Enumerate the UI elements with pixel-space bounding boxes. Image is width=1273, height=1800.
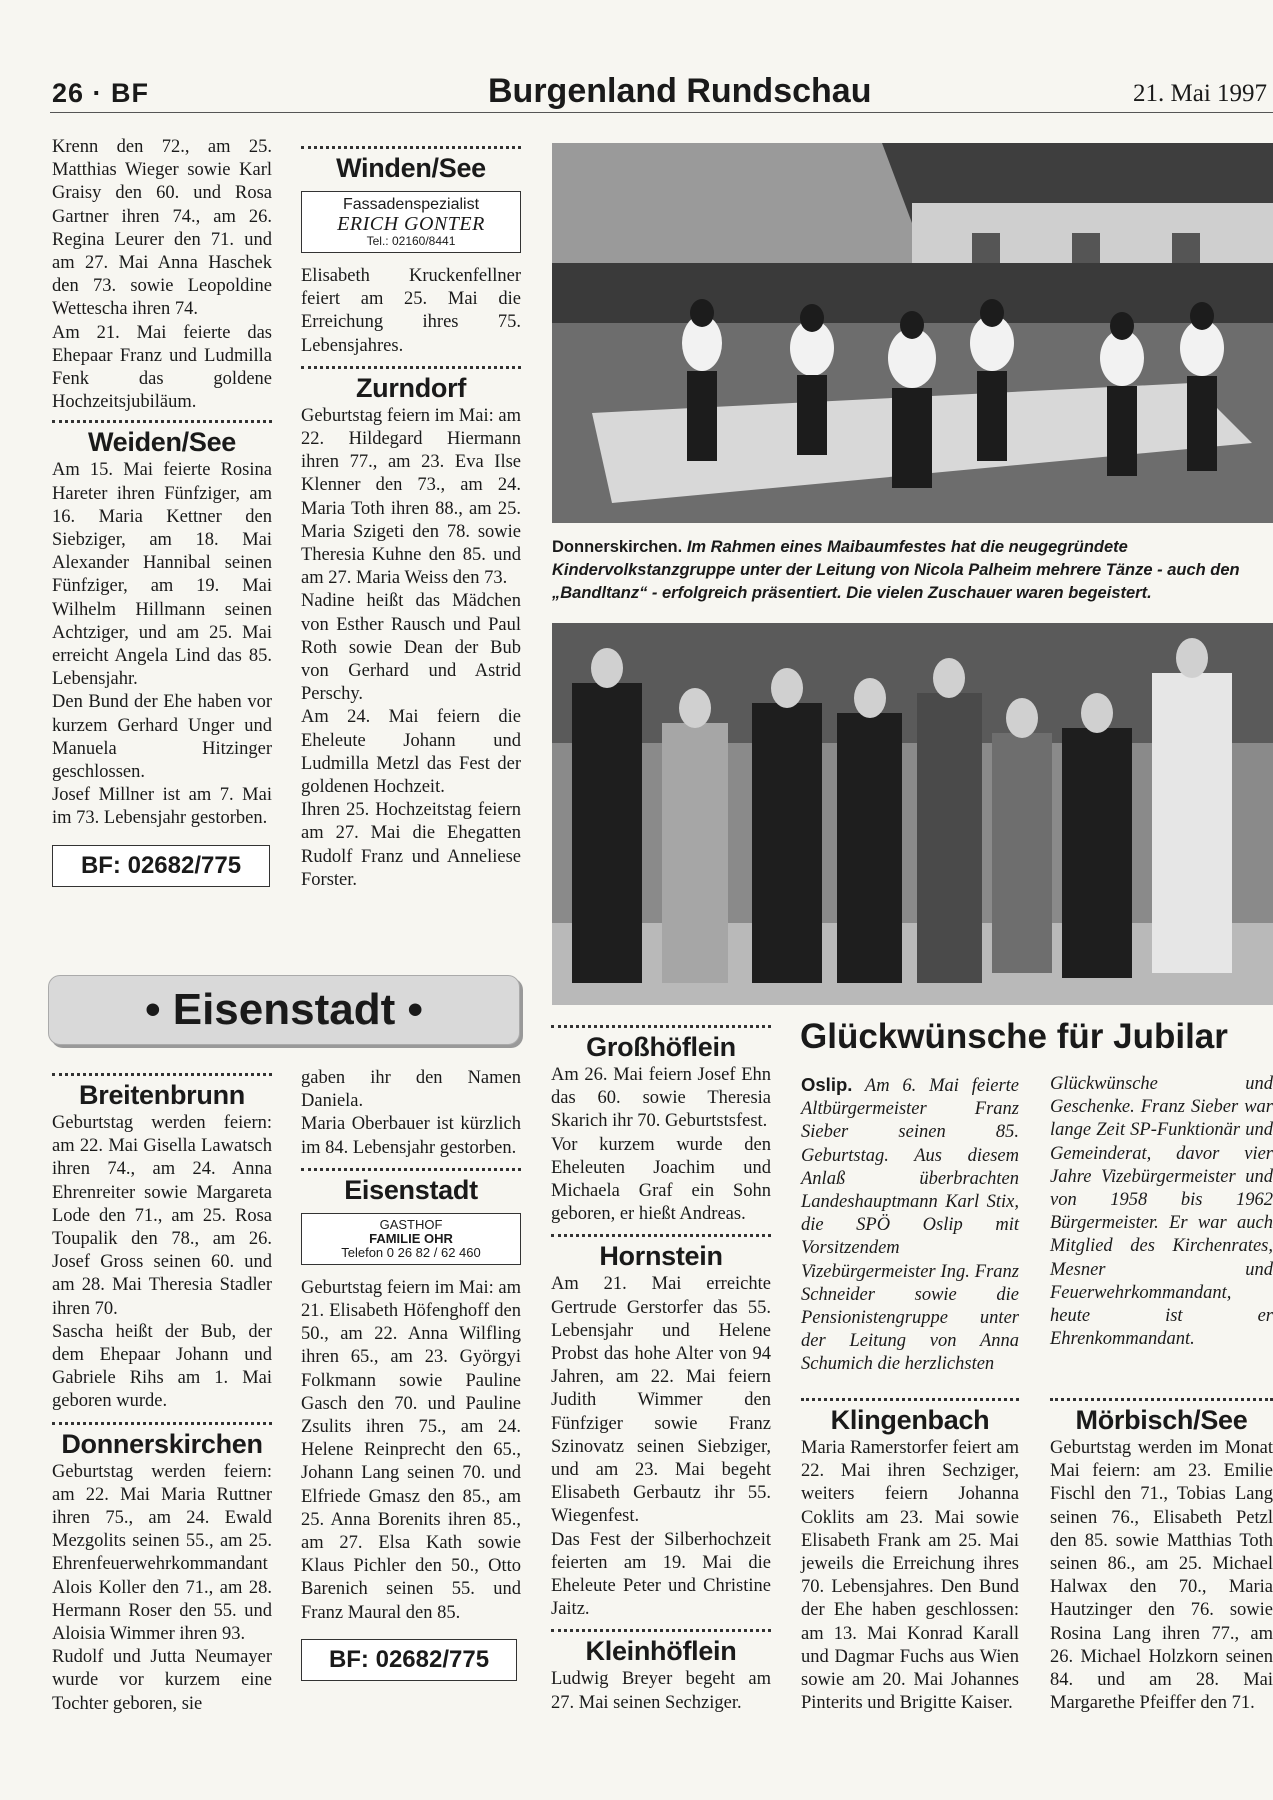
article-text: Maria Ramerstorfer feiert am 22. Mai ihren Sechziger, weiters feiern Johanna Coklits am 23. Mai sowie Elisabeth Frank am 25. Mai jeweils die Erreichung ihres 70. Lebensjahres. Den Bund der Ehe haben geschlossen: am 13. Mai Konrad Karall und Dagmar Fuchs aus Wien sowie am 20. Mai Johannes Pinterits und Brigitte Kaiser. <box>801 1438 1019 1714</box>
section-divider <box>52 1073 272 1076</box>
article-text: Am 24. Mai feiern die Eheleute Johann und Ludmilla Metzl das Fest der goldenen Hochzeit. <box>301 707 521 798</box>
article-text: Elisabeth Kruckenfellner feiert am 25. Mai die Erreichung ihres 75. Lebensjahres. <box>301 266 521 356</box>
column-1-top <box>52 136 272 887</box>
caption-text: Im Rahmen eines Maibaumfestes hat die neugegründete Kindervolkstanzgruppe unter der Leitung von Nicola Palheim mehrere Tänze - auch den „Bandltanz“ - erfolgreich präsentiert. Die vielen Zuschauer waren begeistert. <box>552 538 1240 602</box>
section-divider <box>551 1025 771 1028</box>
article-text: Am 21. Mai feierte das Ehepaar Franz und Ludmilla Fenk das goldene Hochzeitsjubiläum. <box>52 322 272 413</box>
column-klingenbach <box>801 1398 1019 1715</box>
newspaper-title: Burgenland Rundschau <box>488 72 872 110</box>
column-2-bottom <box>301 1067 521 1681</box>
advertisement-gasthof-ohr <box>301 1213 521 1265</box>
section-divider <box>52 1422 272 1425</box>
photo-jubilar-group-image <box>552 623 1273 1005</box>
column-3-bottom <box>551 1025 771 1715</box>
article-text: gaben ihr den Namen Daniela. <box>301 1068 521 1112</box>
article-text: Am 21. Mai erreichte Gertrude Gerstorfer das 55. Lebensjahr und Helene Probst das hohe Alter von 94 Jahren, am 22. Mai feiern Judith Wimmer den Fünfziger sowie Franz Szinovatz seinen Siebziger, und am 23. Mai begeht Elisabeth Gerbautz ihr 55. Wiegenfest. <box>551 1274 771 1527</box>
section-divider <box>1050 1398 1273 1401</box>
photo-folk-dance <box>552 143 1273 523</box>
ad-line: Tel.: 02160/8441 <box>366 234 456 248</box>
photo-caption-dance <box>552 536 1273 605</box>
article-text: Ludwig Breyer begeht am 27. Mai seinen Sechziger. <box>551 1669 771 1713</box>
section-title-zurndorf: Zurndorf <box>355 372 467 403</box>
jubilar-column-2 <box>1050 1073 1273 1351</box>
section-title-klingenbach: Klingenbach <box>830 1405 990 1435</box>
section-divider <box>301 1168 521 1171</box>
section-title-winden: Winden/See <box>336 153 486 183</box>
article-text: Maria Oberbauer ist kürzlich im 84. Lebensjahr gestorben. <box>301 1114 521 1158</box>
section-title-moerbisch: Mörbisch/See <box>1075 1405 1248 1435</box>
article-text: Glückwünsche und Geschenke. Franz Sieber war lange Zeit SP-Funktionär und Gemeinderat, davor vier Jahre Vizebürgermeister und von 1958 bis 1962 Bürgermeister. Er war auch Mitglied des Kirchenrates, Mesner und Feuerwehrkommandant, heute ist er Ehrenkommandant. <box>1050 1074 1273 1350</box>
section-divider <box>301 366 521 369</box>
section-title-breitenbrunn: Breitenbrunn <box>79 1080 245 1110</box>
article-text: Geburtstag feiern im Mai: am 22. Hildegard Hiermann ihren 77., am 23. Eva Ilse Klenner den 73., am 24. Maria Toth ihren 88., am 25. Maria Szigeti den 78. sowie Theresia Kuhne den 85. und am 27. Maria Weiss den 73. <box>301 405 521 589</box>
article-text: Vor kurzem wurde den Eheleuten Joachim und Michaela Graf ein Sohn geboren, er hießt Andreas. <box>551 1134 771 1225</box>
article-text: Ihren 25. Hochzeitstag feiern am 27. Mai die Ehegatten Rudolf Franz und Anneliese Forster. <box>301 800 521 890</box>
section-divider <box>551 1629 771 1632</box>
dateline: Oslip. <box>801 1074 853 1095</box>
article-text: Geburtstag werden feiern: am 22. Mai Maria Ruttner ihren 75., am 24. Ewald Mezgolits seinen 55., am 25. Ehrenfeuerwehrkommandant Alois Koller den 71., am 28. Hermann Roser den 55. und Aloisia Wimmer ihren 93. <box>52 1461 272 1645</box>
article-headline-jubilar: Glückwünsche für Jubilar <box>800 1017 1228 1056</box>
ad-line: Telefon 0 26 82 / 62 460 <box>341 1244 481 1260</box>
region-banner: • Eisenstadt • <box>48 975 520 1045</box>
section-divider <box>801 1398 1019 1401</box>
advertisement-gonter <box>301 191 521 253</box>
article-text: Am 26. Mai feiern Josef Ehn das 60. sowie Theresia Skarich ihr 70. Geburtstsfest. <box>551 1065 771 1132</box>
issue-date: 21. Mai 1997 <box>1133 80 1268 107</box>
photo-folk-dance-image <box>552 143 1273 523</box>
article-text: Krenn den 72., am 25. Matthias Wieger sowie Karl Graisy den 60. und Rosa Gartner ihren 74., am 26. Regina Leurer den 71. und am 27. Mai Anna Haschek den 73. sowie Leopoldine Wettescha ihren 74. <box>52 137 272 320</box>
phone-box: BF: 02682/775 <box>301 1639 517 1681</box>
article-text: Geburtstag werden im Monat Mai feiern: am 23. Emilie Fischl den 71., Tobias Lang seinen 76., Elisabeth Petzl den 85. sowie Matthias Toth seinen 86., am 25. Michael Halwax den 70., Maria Hautzinger den 76. sowie Rosina Lang ihren 77., am 26. Michael Holzkorn seinen 84. und am 28. Mai Margarethe Pfeiffer den 71. <box>1050 1438 1273 1714</box>
article-text: Nadine heißt das Mädchen von Esther Rausch und Paul Roth sowie Dean der Bub von Gerhard und Astrid Perschy. <box>301 591 521 705</box>
article-text: Josef Millner ist am 7. Mai im 73. Lebensjahr gestorben. <box>52 785 272 829</box>
page-number: 26 · BF <box>52 78 150 108</box>
section-title-donnerskirchen: Donnerskirchen <box>61 1428 263 1459</box>
phone-box: BF: 02682/775 <box>52 845 270 887</box>
column-moerbisch <box>1050 1398 1273 1715</box>
section-title-eisenstadt: Eisenstadt <box>344 1174 478 1205</box>
article-text: Sascha heißt der Bub, der dem Ehepaar Johann und Gabriele Rihs am 1. Mai geboren wurde. <box>52 1321 272 1412</box>
section-title-kleinhoeflein: Kleinhöflein <box>585 1636 737 1667</box>
article-text: Geburtstag feiern im Mai: am 21. Elisabeth Höfenghoff den 50., am 22. Anna Wilfling ihren 65., am 23. Györgyi Folkmann sowie Pauline Gasch den 70. und Pauline Zsulits ihren 75., am 24. Helene Reinprecht den 65., Johann Lang seinen 70. und Elfriede Gmasz den 85., am 25. Anna Borenits ihren 85., am 27. Elsa Kath sowie Klaus Pichler den 50., Otto Barenich seinen 55. und Franz Maural den 85. <box>301 1277 521 1623</box>
section-title-hornstein: Hornstein <box>599 1241 723 1272</box>
section-divider <box>551 1234 771 1237</box>
article-text: Den Bund der Ehe haben vor kurzem Gerhard Unger und Manuela Hitzinger geschlossen. <box>52 692 272 783</box>
column-1-bottom <box>52 1073 272 1716</box>
column-2-top <box>301 146 521 892</box>
ad-line: ERICH GONTER <box>337 213 485 235</box>
jubilar-column-1 <box>801 1073 1019 1377</box>
section-divider <box>52 420 272 423</box>
ad-line: FAMILIE OHR <box>369 1230 453 1246</box>
section-title-weiden: Weiden/See <box>87 427 237 458</box>
caption-lead: Donnerskirchen. <box>552 538 683 556</box>
ad-line: Fassadenspezialist <box>342 196 480 213</box>
section-title-grosshoeflein: Großhöflein <box>586 1032 736 1062</box>
article-text: Am 6. Mai feierte Altbürgermeister Franz Sieber seinen 85. Geburtstag. Aus diesem Anlaß überbrachten Landeshauptmann Karl Stix, die SPÖ Oslip mit Vorsitzendem Vizebürgermeister Ing. Franz Schneider sowie die Pensionistengruppe unter der Leitung von Anna Schumich die herzlichsten <box>801 1076 1019 1375</box>
article-text: Geburtstag werden feiern: am 22. Mai Gisella Lawatsch ihren 74., am 24. Anna Ehrenreiter sowie Margareta Lode den 71., am 25. Rosa Toupalik den 78., am 26. Josef Gross seinen 60. und am 28. Mai Theresia Stadler ihren 70. <box>52 1113 272 1319</box>
photo-jubilar-group <box>552 623 1273 1005</box>
ad-line: GASTHOF <box>379 1216 443 1232</box>
section-divider <box>301 146 521 149</box>
article-text: Das Fest der Silberhochzeit feierten am 19. Mai die Eheleute Peter und Christine Jaitz. <box>551 1529 771 1620</box>
article-text: Am 15. Mai feierte Rosina Hareter ihren Fünfziger, am 16. Maria Kettner den Siebziger, am 18. Mai Alexander Hannibal seinen Fünfziger, am 19. Mai Wilhelm Hillmann seinen Achtziger, und am 25. Mai erreicht Angela Lind das 85. Lebensjahr. <box>52 460 272 690</box>
article-text: Rudolf und Jutta Neumayer wurde vor kurzem eine Tochter geboren, sie <box>52 1647 272 1714</box>
header-rule <box>50 112 1273 113</box>
